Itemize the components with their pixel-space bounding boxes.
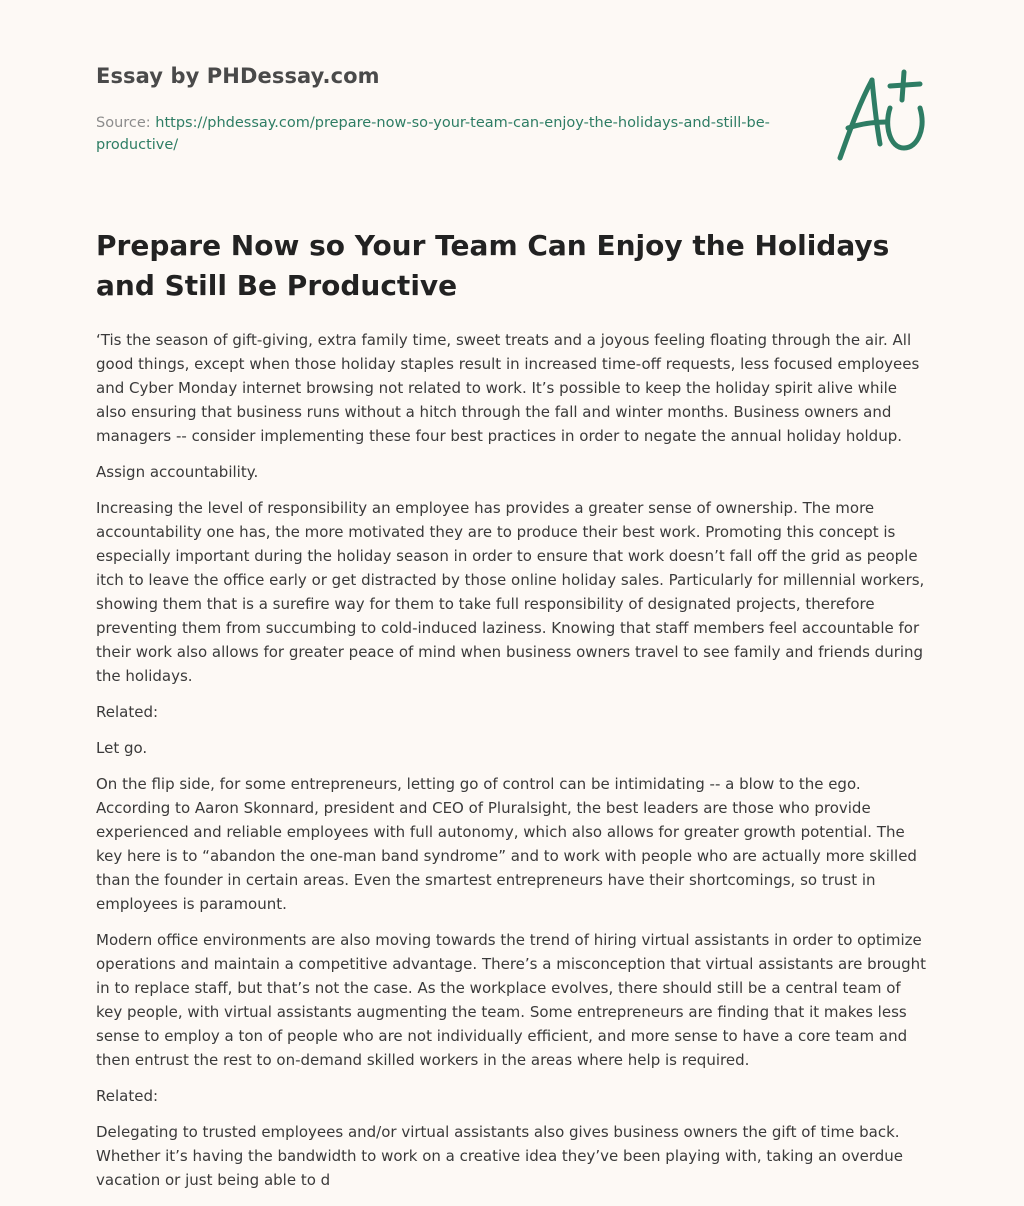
paragraph-virtual-assistants: Modern office environments are also moving towards the trend of hiring virtual assistants in order to optimize operations and maintain a competitive advantage. There’s a misconception that virtual assistants are brought in to replace staff, but that’s not the case. As the workplace evolves, there should still be a central team of key people, with virtual assistants augmenting the team. Some entrepreneurs are finding that it makes less sense to employ a ton of people who are not individually efficient, and more sense to have a core team and then entrust the rest to on-demand skilled workers in the areas where help is required.	[96, 931, 927, 1069]
paragraph-let-go: On the flip side, for some entrepreneurs, letting go of control can be intimidating -- a blow to the ego. According to Aaron Skonnard, president and CEO of Pluralsight, the best leaders are those who provide experienced and reliable employees with full autonomy, which also allows for greater growth potential. The key here is to “abandon the one-man band syndrome” and to work with people who are actually more skilled than the founder in certain areas. Even the smartest entrepreneurs have their shortcomings, so trust in employees is paramount.	[96, 775, 917, 913]
source-label: Source:	[96, 115, 156, 131]
page-header	[96, 0, 928, 190]
paragraph-delegating: Delegating to trusted employees and/or virtual assistants also gives business owners the gift of time back. Whether it’s having the bandwidth to work on a creative idea they’ve been playing with, taking an overdue vacation or just being able to d	[96, 1123, 904, 1189]
article-title: Prepare Now so Your Team Can Enjoy the Holidays and Still Be Productive	[96, 229, 890, 302]
a-plus-logo-icon	[830, 66, 930, 166]
related-label: Related:	[96, 703, 159, 721]
paragraph-accountability: Increasing the level of responsibility an employee has provides a greater sense of ownership. The more accountability one has, the more motivated they are to produce their best work. Promoting this concept is especially important during the holiday season in order to ensure that work doesn’t fall off the grid as people itch to leave the office early or get distracted by those online holiday sales. Particularly for millennial workers, showing them that is a surefire way for them to take full responsibility of designated projects, therefore preventing them from succumbing to cold-induced laziness. Knowing that staff members feel accountable for their work also allows for greater peace of mind when business owners travel to see family and friends during the holidays.	[96, 499, 925, 685]
section-heading-assign-accountability: Assign accountability.	[96, 463, 259, 481]
site-title: Essay by PHDessay.com	[96, 64, 380, 88]
related-label: Related:	[96, 1087, 159, 1105]
article-body	[96, 328, 928, 1192]
source-line	[96, 112, 776, 156]
section-heading-let-go: Let go.	[96, 739, 148, 757]
source-link[interactable]: https://phdessay.com/prepare-now-so-your-team-can-enjoy-the-holidays-and-still-be-productive/	[96, 115, 770, 153]
paragraph-intro: ‘Tis the season of gift-giving, extra family time, sweet treats and a joyous feeling floating through the air. All good things, except when those holiday staples result in increased time-off requests, less focused employees and Cyber Monday internet browsing not related to work. It’s possible to keep the holiday spirit alive while also ensuring that business runs without a hitch through the fall and winter months. Business owners and managers -- consider implementing these four best practices in order to negate the annual holiday holdup.	[96, 331, 920, 445]
